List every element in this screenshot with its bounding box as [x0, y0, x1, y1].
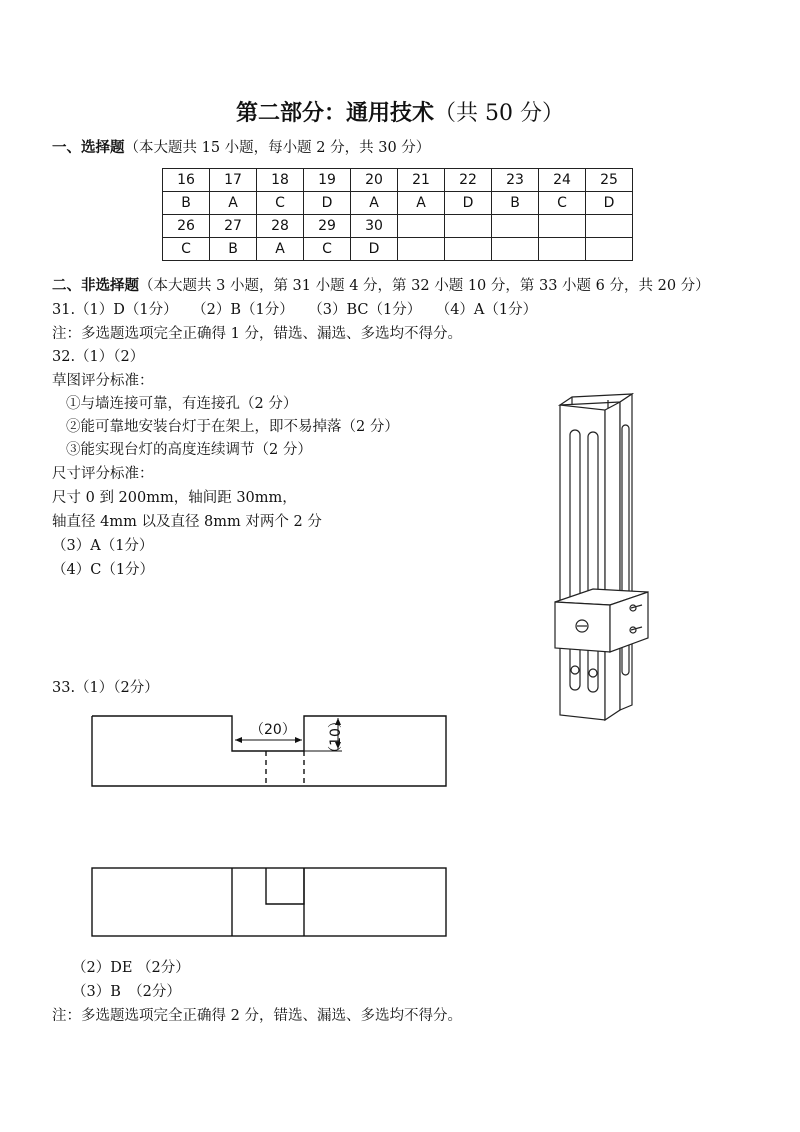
- table-cell: [492, 215, 539, 238]
- table-cell: 16: [163, 169, 210, 192]
- table-cell: 23: [492, 169, 539, 192]
- table-cell: 29: [304, 215, 351, 238]
- section1-note: （本大题共 15 小题，每小题 2 分，共 30 分）: [124, 140, 431, 156]
- table-cell: [539, 238, 586, 261]
- table-cell: 27: [210, 215, 257, 238]
- table-cell: B: [492, 192, 539, 215]
- q32-part4: （4）C（1分）: [52, 562, 155, 578]
- table-row: [163, 192, 633, 215]
- section2-note: （本大题共 3 小题，第 31 小题 4 分，第 32 小题 10 分，第 33 小题 6 分，共 20 分）: [139, 278, 710, 294]
- table-cell: 17: [210, 169, 257, 192]
- top-view-drawing: [90, 866, 450, 940]
- table-row: [163, 238, 633, 261]
- section1-header: [52, 138, 430, 158]
- size-criteria-heading: 尺寸评分标准：: [52, 466, 154, 482]
- criteria-item-3: ③能实现台灯的高度连续调节（2 分）: [66, 442, 312, 458]
- table-cell: A: [398, 192, 445, 215]
- table-row: [163, 169, 633, 192]
- q33-line: 33.（1）（2分）: [52, 680, 159, 696]
- dimension-height-label: （10）: [327, 714, 344, 760]
- table-cell: [398, 215, 445, 238]
- bracket-isometric-drawing: [550, 380, 660, 730]
- title-main: 第二部分：通用技术: [236, 100, 435, 126]
- table-cell: B: [163, 192, 210, 215]
- table-cell: D: [304, 192, 351, 215]
- table-row: [163, 215, 633, 238]
- q33-part3: （3）B （2分）: [72, 984, 181, 1000]
- dimension-height-value: 10: [327, 728, 344, 746]
- table-cell: B: [210, 238, 257, 261]
- table-cell: A: [351, 192, 398, 215]
- q33-note: 注：多选题选项完全正确得 2 分，错选、漏选、多选均不得分。: [52, 1008, 462, 1024]
- table-cell: [445, 238, 492, 261]
- q32-part3: （3）A（1分）: [52, 538, 154, 554]
- table-cell: C: [257, 192, 304, 215]
- section2-header: [52, 276, 710, 296]
- section2-heading: 二、非选择题: [52, 277, 139, 294]
- title-score: （共 50 分）: [434, 101, 564, 126]
- table-cell: C: [539, 192, 586, 215]
- sketch-criteria-heading: 草图评分标准：: [52, 373, 154, 389]
- dimension-width-value: 20: [264, 722, 282, 738]
- table-cell: 26: [163, 215, 210, 238]
- table-cell: 22: [445, 169, 492, 192]
- table-cell: [398, 238, 445, 261]
- table-cell: 20: [351, 169, 398, 192]
- table-cell: D: [586, 192, 633, 215]
- table-cell: 24: [539, 169, 586, 192]
- table-cell: C: [163, 238, 210, 261]
- table-cell: [586, 238, 633, 261]
- table-cell: 18: [257, 169, 304, 192]
- answer-table: [162, 168, 633, 261]
- section1-heading: 一、选择题: [52, 139, 125, 156]
- table-cell: [492, 238, 539, 261]
- size-criteria-line-2: 轴直径 4mm 以及直径 8mm 对两个 2 分: [52, 514, 322, 530]
- table-cell: A: [257, 238, 304, 261]
- q31-answers: 31.（1）D（1分） （2）B（1分） （3）BC（1分） （4）A（1分）: [52, 302, 538, 318]
- table-cell: C: [304, 238, 351, 261]
- table-cell: 30: [351, 215, 398, 238]
- table-cell: D: [351, 238, 398, 261]
- table-cell: [539, 215, 586, 238]
- table-cell: D: [445, 192, 492, 215]
- table-cell: 19: [304, 169, 351, 192]
- table-cell: [445, 215, 492, 238]
- dimension-width-label: （20）: [250, 722, 296, 738]
- q31-note: 注：多选题选项完全正确得 1 分，错选、漏选、多选均不得分。: [52, 326, 462, 342]
- table-cell: 25: [586, 169, 633, 192]
- table-cell: A: [210, 192, 257, 215]
- table-cell: [586, 215, 633, 238]
- q32-line: 32.（1）（2）: [52, 349, 145, 365]
- criteria-item-1: ①与墙连接可靠，有连接孔（2 分）: [66, 396, 298, 412]
- table-cell: 28: [257, 215, 304, 238]
- q33-part2: （2）DE （2分）: [72, 960, 190, 976]
- criteria-item-2: ②能可靠地安装台灯于在架上，即不易掉落（2 分）: [66, 419, 399, 435]
- page-title: [0, 96, 800, 127]
- table-cell: 21: [398, 169, 445, 192]
- size-criteria-line-1: 尺寸 0 到 200mm，轴间距 30mm，: [52, 490, 297, 506]
